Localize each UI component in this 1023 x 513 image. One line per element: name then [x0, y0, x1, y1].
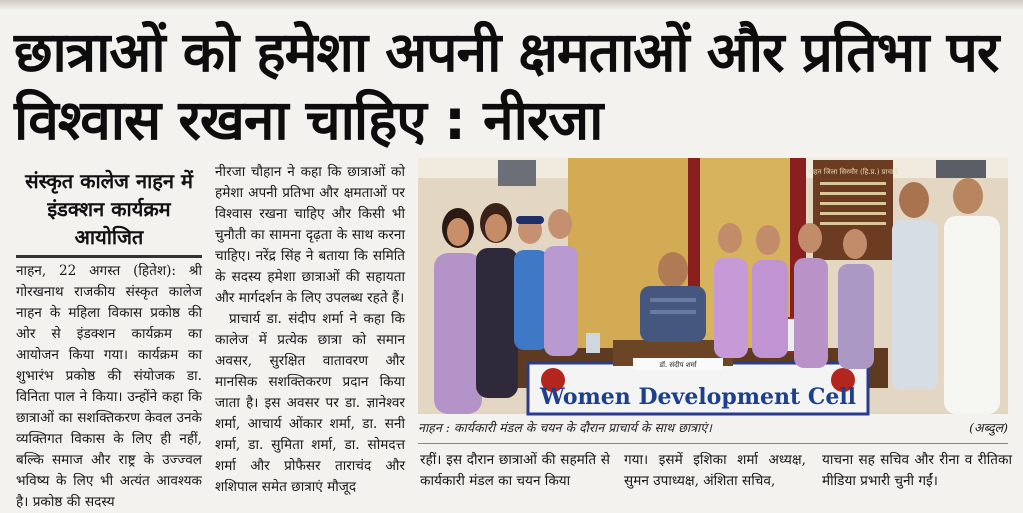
banner-text: Women Development Cell [539, 384, 857, 410]
photo-credit: (अब्दुल) [969, 420, 1008, 435]
news-photo [418, 158, 1008, 414]
caption-text: नाहन : कार्यकारी मंडल के चयन के दौरान प्राचार्य के साथ छात्राएं। [418, 420, 712, 435]
photo-illustration [418, 158, 1008, 414]
subheadline-rule [16, 255, 202, 258]
page-top-strip [0, 0, 1023, 10]
nameplate-text: डॉ. संदीप शर्मा [659, 361, 697, 369]
bottom-column-3: याचना सह सचिव और रीना व रीतिका मीडिया प्रभारी चुनी गईं। [822, 452, 1012, 489]
caption-rule [418, 443, 1008, 444]
article-column-2 [215, 162, 405, 502]
bottom-column-2: गया। इसमें इशिका शर्मा अध्यक्ष, सुमन उपाध्यक्ष, अंशिता सचिव, [624, 452, 806, 489]
photo-caption [418, 418, 1008, 438]
column-2-paragraph-2: प्राचार्य डा. संदीप शर्मा ने कहा कि कालेज में प्रत्येक छात्रा को समान अवसर, सुरक्षित वातावरण और मानसिक सशक्तिकरण प्रदान किया जाता है। इस अवसर पर डा. ज्ञानेश्वर शर्मा, आचार्य ओंकार शर्मा, डा. सनी शर्मा, डा. सुमिता शर्मा, डा. सोमदत्त शर्मा और प्रोफैसर ताराचंद और शशिपाल समेत छात्राएं मौजूद [215, 311, 405, 495]
headline: छात्राओं को हमेशा अपनी क्षमताओं और प्रतिभा पर विश्वास रखना चाहिए : नीरजा [14, 20, 999, 152]
column-2-paragraph-1: नीरजा चौहान ने कहा कि छात्राओं को हमेशा अपनी प्रतिभा और क्षमताओं पर विश्वास रखना चाहिए और किसी भी चुनौती का सामना दृढ़ता के साथ करना चाहिए। नरेंद्र सिंह ने बताया कि समिति के सदस्य हमेशा छात्राओं की सहायता और मार्गदर्शन के लिए उपलब्ध रहते हैं। [215, 164, 405, 306]
article-column-1: नाहन, 22 अगस्त (हितेश): श्री गोरखनाथ राजकीय संस्कृत कालेज नाहन के महिला विकास प्रकोष्ठ की ओर से इंडक्शन कार्यक्रम का आयोजन किया गया। कार्यक्रम का शुभारंभ प्रकोष्ठ की संयोजक डा. विनिता पाल ने किया। उन्होंने कहा कि छात्राओं का सशक्तिकरण केवल उनके व्यक्तिगत विकास के लिए ही नहीं, बल्कि समाज और राष्ट्र के उज्ज्वल भविष्य के लिए भी अत्यंत आवश्यक है। प्रकोष्ठ की सदस्य [16, 263, 202, 510]
subheadline: संस्कृत कालेज नाहन में इंडक्शन कार्यक्रम आयोजित [25, 169, 193, 249]
board-text: नाहन जिला सिरमौर (हि.प्र.) प्राचार्य [808, 168, 898, 176]
bottom-column-1: रहीं। इस दौरान छात्राओं की सहमति से कार्यकारी मंडल का चयन किया [420, 452, 610, 489]
